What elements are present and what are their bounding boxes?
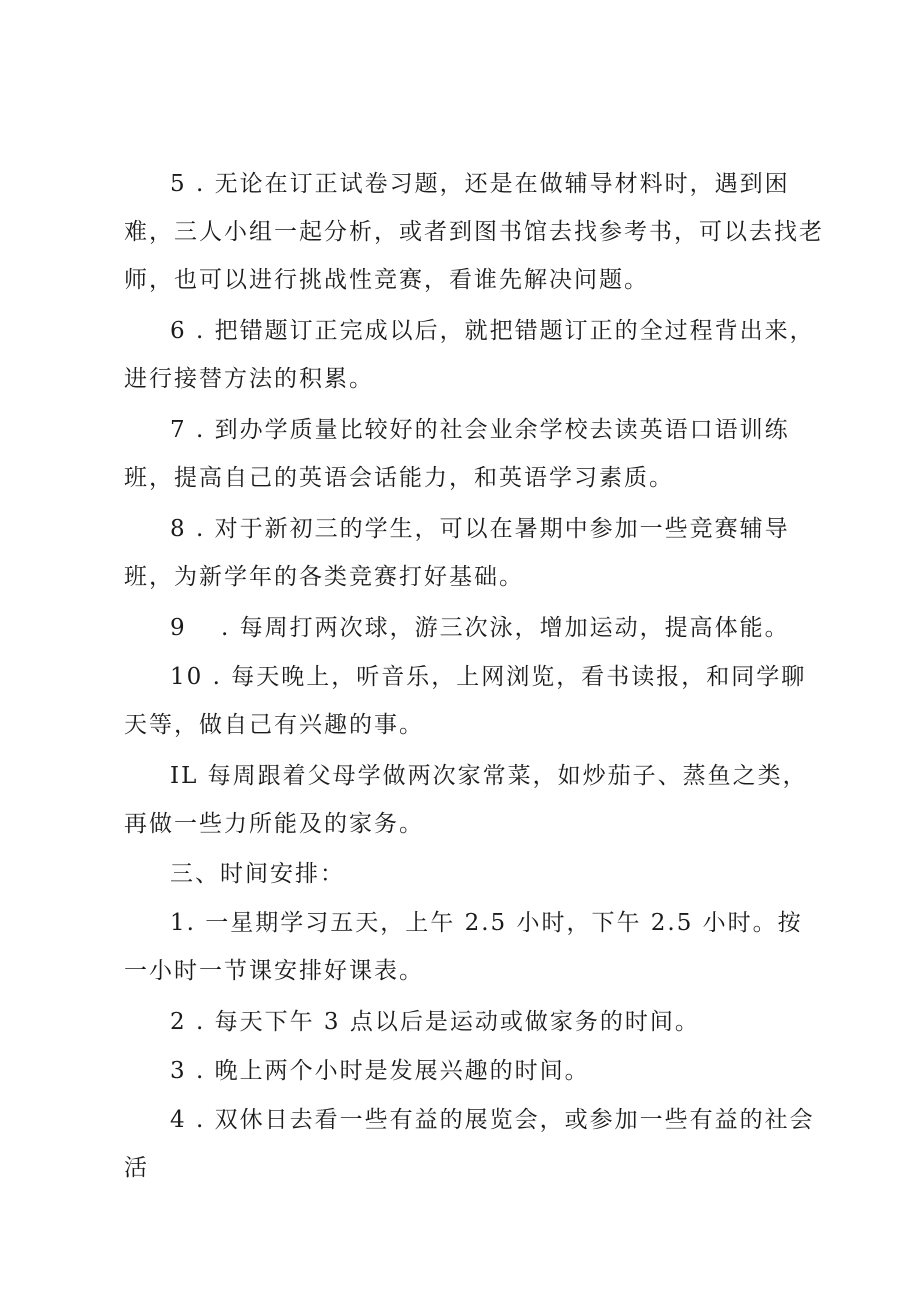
section-heading-schedule: 三、时间安排：: [170, 861, 345, 887]
paragraph-item-9: 9 . 每周打两次球，游三次泳，增加运动，提高体能。: [170, 615, 790, 641]
paragraph-item-6: 6 . 把错题订正完成以后，就把错题订正的全过程背出来，进行接替方法的积累。: [124, 318, 815, 392]
schedule-item-3: 3 . 晚上两个小时是发展兴趣的时间。: [170, 1058, 590, 1084]
schedule-item-4: 4 . 双休日去看一些有益的展览会，或参加一些有益的社会活: [124, 1107, 815, 1181]
paragraph-item-11: IL 每周跟着父母学做两次家常菜，如炒茄子、蒸鱼之类，再做一些力所能及的家务。: [124, 763, 808, 837]
paragraph-item-7: 7 . 到办学质量比较好的社会业余学校去读英语口语训练班，提高自己的英语会话能力，和英语学习素质。: [124, 417, 790, 491]
paragraph-item-10: 10 . 每天晚上，听音乐，上网浏览，看书读报，和同学聊天等，做自己有兴趣的事。: [124, 664, 807, 738]
schedule-item-1: 1. 一星期学习五天，上午 2.5 小时，下午 2.5 小时。按一小时一节课安排好课表。: [124, 910, 803, 984]
schedule-item-2: 2 . 每天下午 3 点以后是运动或做家务的时间。: [170, 1009, 700, 1035]
paragraph-item-8: 8 . 对于新初三的学生，可以在暑期中参加一些竞赛辅导班，为新学年的各类竞赛打好基础。: [124, 516, 790, 590]
paragraph-item-5: 5 . 无论在订正试卷习题，还是在做辅导材料时，遇到困难，三人小组一起分析，或者到图书馆去找参考书，可以去找老师，也可以进行挑战性竞赛，看谁先解决问题。: [124, 171, 824, 293]
